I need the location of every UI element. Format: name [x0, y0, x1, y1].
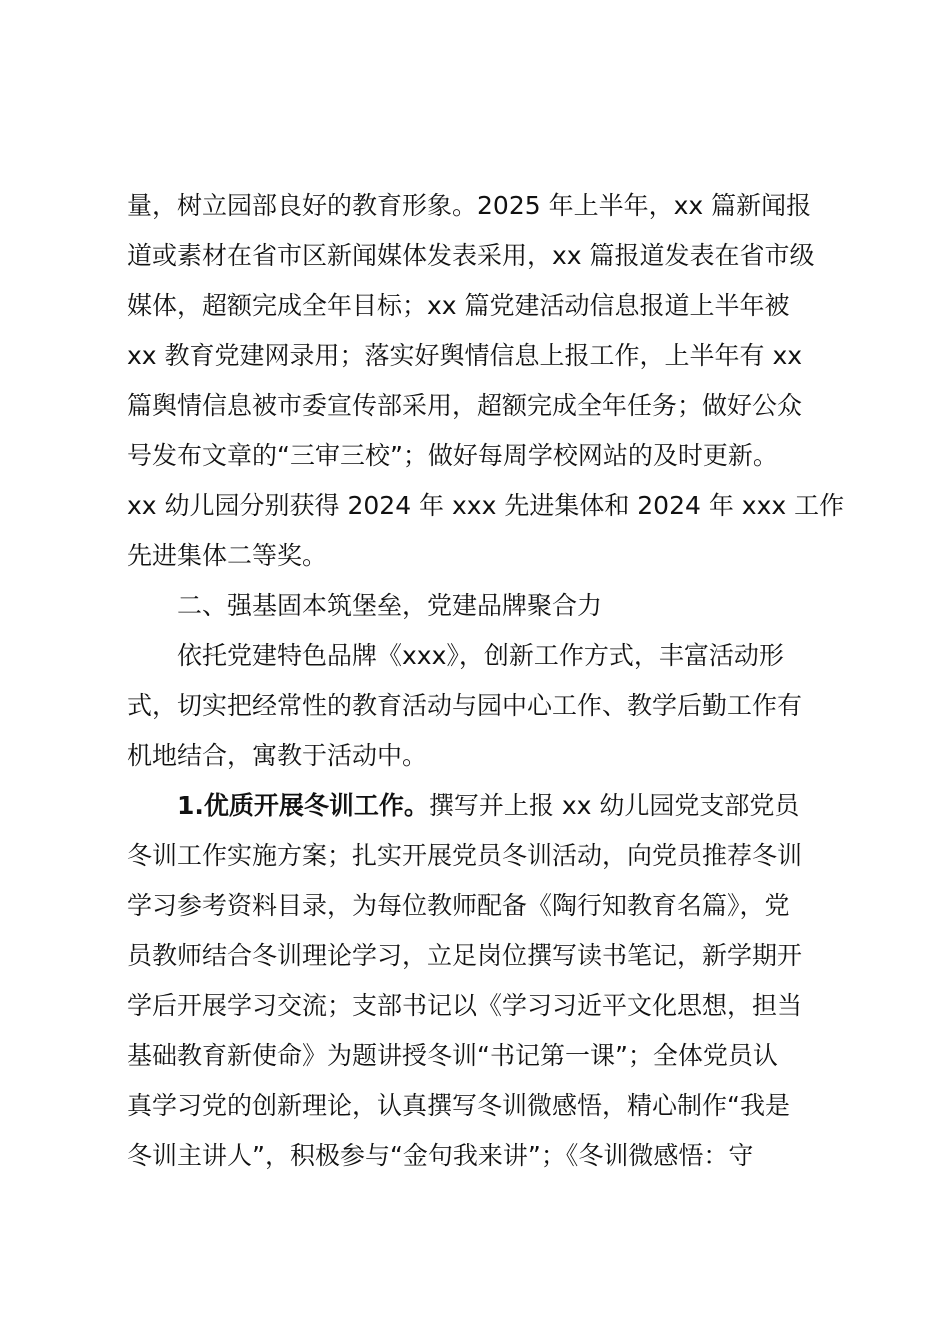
text-line: 真学习党的创新理论，认真撰写冬训微感悟，精心制作“我是 — [127, 1091, 790, 1120]
text-line: 道或素材在省市区新闻媒体发表采用，xx 篇报道发表在省市级 — [127, 241, 815, 270]
text-line: 员教师结合冬训理论学习，立足岗位撰写读书笔记，新学期开 — [127, 941, 803, 970]
text-line: 依托党建特色品牌《xxx》，创新工作方式，丰富活动形 — [177, 641, 784, 670]
section-heading — [127, 581, 837, 631]
text-line: 基础教育新使命》为题讲授冬训“书记第一课”；全体党员认 — [127, 1041, 778, 1070]
document-body — [127, 181, 845, 1181]
text-line: 媒体，超额完成全年目标；xx 篇党建活动信息报道上半年被 — [127, 291, 790, 320]
text-line: 篇舆情信息被市委宣传部采用，超额完成全年任务；做好公众 — [127, 391, 803, 420]
text-line: 学习参考资料目录，为每位教师配备《陶行知教育名篇》，党 — [127, 891, 790, 920]
text-line: 先进集体二等奖。 — [127, 541, 328, 570]
paragraph-party-brand — [127, 631, 837, 781]
text-line: 冬训主讲人”，积极参与“金句我来讲”；《冬训微感悟：守 — [127, 1141, 754, 1170]
text-line: 冬训工作实施方案；扎实开展党员冬训活动，向党员推荐冬训 — [127, 841, 803, 870]
text-line: 量，树立园部良好的教育形象。2025 年上半年，xx 篇新闻报 — [127, 191, 812, 220]
text-line: xx 幼儿园分别获得 2024 年 xxx 先进集体和 2024 年 xxx 工作 — [127, 491, 845, 520]
text-line: 号发布文章的“三审三校”；做好每周学校网站的及时更新。 — [127, 441, 778, 470]
text-line: 机地结合，寓教于活动中。 — [127, 741, 428, 770]
text-line — [127, 781, 837, 831]
subheading-lead: 1.优质开展冬训工作。 — [177, 791, 429, 820]
text-line: xx 教育党建网录用；落实好舆情信息上报工作，上半年有 xx — [127, 341, 803, 370]
text-line: 学后开展学习交流；支部书记以《学习习近平文化思想，担当 — [127, 991, 803, 1020]
section-heading-text: 二、强基固本筑堡垒，党建品牌聚合力 — [177, 591, 603, 620]
text-run: 撰写并上报 xx 幼儿园党支部党员 — [428, 791, 800, 820]
text-line: 式，切实把经常性的教育活动与园中心工作、教学后勤工作有 — [127, 691, 803, 720]
paragraph-winter-training — [127, 781, 837, 1181]
paragraph-news-publicity — [127, 181, 845, 581]
